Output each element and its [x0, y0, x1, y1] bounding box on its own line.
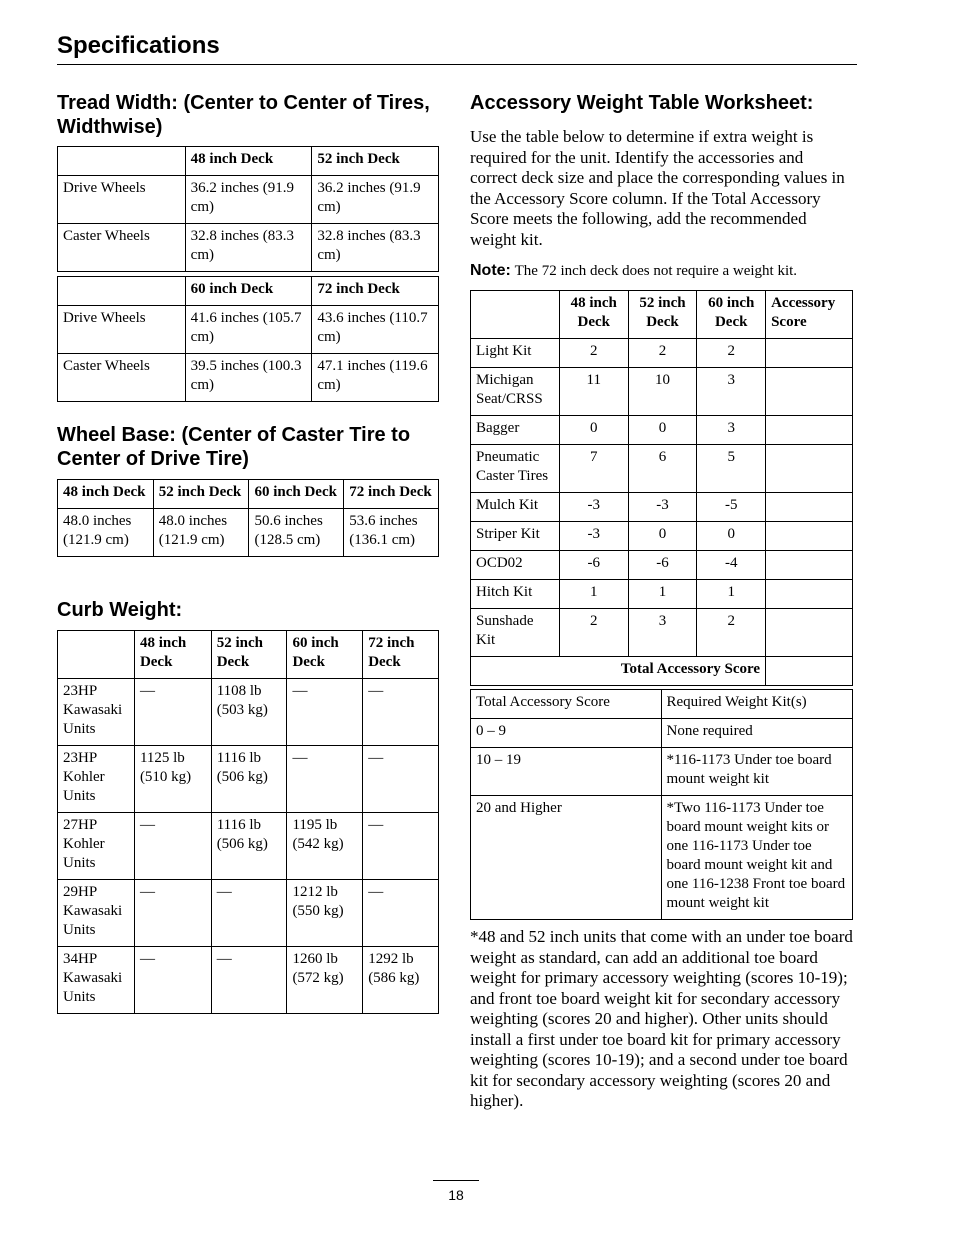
table-cell: —: [134, 813, 211, 880]
table-total-row: [471, 657, 853, 686]
table-header-cell: Total Accessory Score: [471, 690, 662, 719]
table-cell: 1116 lb (506 kg): [211, 813, 287, 880]
table-cell: 0: [697, 522, 766, 551]
table-cell: Bagger: [471, 416, 560, 445]
table-cell: 11: [559, 368, 628, 416]
note: [470, 262, 797, 280]
table-row: [58, 509, 439, 557]
table-cell: -3: [559, 522, 628, 551]
accessory-score-input: [766, 368, 853, 416]
table-cell: 0 – 9: [471, 719, 662, 748]
table-row: [58, 224, 439, 272]
table-row: [58, 880, 439, 947]
table-cell: 48.0 inches (121.9 cm): [58, 509, 154, 557]
table-cell: 23HP Kohler Units: [58, 746, 135, 813]
table-row: [58, 813, 439, 880]
table-cell: Caster Wheels: [58, 354, 186, 402]
table-cell: —: [363, 679, 439, 746]
table-header-row: [58, 147, 439, 176]
curb-weight-heading: Curb Weight:: [57, 599, 183, 621]
table-row: [471, 493, 853, 522]
table-cell: Striper Kit: [471, 522, 560, 551]
table-cell: 6: [628, 445, 697, 493]
table-cell: OCD02: [471, 551, 560, 580]
table-cell: 3: [697, 416, 766, 445]
table-header-cell: 60 inch Deck: [697, 291, 766, 339]
table-row: [471, 339, 853, 368]
wheel-base-heading: Wheel Base: (Center of Caster Tire to Center of Drive Tire): [57, 424, 411, 470]
table-cell: 1125 lb (510 kg): [134, 746, 211, 813]
table-header-cell: 60 inch Deck: [249, 480, 344, 509]
total-accessory-score-label: Total Accessory Score: [471, 657, 766, 686]
table-cell: 20 and Higher: [471, 796, 662, 920]
table-header-cell: 48 inch Deck: [185, 147, 312, 176]
table-header-cell: 48 inch Deck: [559, 291, 628, 339]
table-cell: —: [211, 880, 287, 947]
tread-width-heading: Tread Width: (Center to Center of Tires, Widthwise): [57, 92, 430, 138]
table-header-cell: Accessory Score: [766, 291, 853, 339]
table-cell: Hitch Kit: [471, 580, 560, 609]
table-header-cell: 48 inch Deck: [134, 631, 211, 679]
table-cell: 1292 lb (586 kg): [363, 947, 439, 1014]
accessory-weight-table: [470, 290, 853, 686]
table-cell: 36.2 inches (91.9 cm): [185, 176, 312, 224]
accessory-score-input: [766, 551, 853, 580]
table-header-row: [471, 690, 853, 719]
table-header-cell: Required Weight Kit(s): [661, 690, 852, 719]
table-cell: Drive Wheels: [58, 176, 186, 224]
table-cell: 0: [559, 416, 628, 445]
table-cell: Sunshade Kit: [471, 609, 560, 657]
table-cell: Michigan Seat/CRSS: [471, 368, 560, 416]
table-header-row: [58, 480, 439, 509]
table-cell: -5: [697, 493, 766, 522]
table-header-cell: 60 inch Deck: [287, 631, 363, 679]
table-cell: —: [134, 947, 211, 1014]
table-cell: None required: [661, 719, 852, 748]
table-row: [471, 719, 853, 748]
wheel-base-table: [57, 479, 439, 557]
table-row: [471, 580, 853, 609]
table-cell: Pneumatic Caster Tires: [471, 445, 560, 493]
table-row: [58, 354, 439, 402]
title-rule: [57, 64, 857, 65]
table-header-cell: 52 inch Deck: [153, 480, 249, 509]
table-header-cell: 72 inch Deck: [312, 277, 439, 306]
table-row: [471, 522, 853, 551]
accessory-intro: Use the table below to determine if extra weight is required for the unit. Identify the accessories and correct deck size and place the corresponding values in the Accessory Score column. If the Total Accessory Score meets the following, add the recommended weight kit.: [470, 127, 845, 249]
table-cell: —: [211, 947, 287, 1014]
table-header-row: [58, 277, 439, 306]
table-cell: 1: [628, 580, 697, 609]
table-cell: 48.0 inches (121.9 cm): [153, 509, 249, 557]
table-cell: 10: [628, 368, 697, 416]
table-cell: 1: [559, 580, 628, 609]
accessory-score-input: [766, 580, 853, 609]
accessory-score-input: [766, 522, 853, 551]
table-header-cell: [58, 631, 135, 679]
table-row: [58, 176, 439, 224]
table-cell: —: [134, 880, 211, 947]
accessory-weight-heading: Accessory Weight Table Worksheet:: [470, 92, 814, 114]
table-cell: 0: [628, 416, 697, 445]
table-header-cell: 48 inch Deck: [58, 480, 154, 509]
accessory-score-input: [766, 416, 853, 445]
table-cell: Caster Wheels: [58, 224, 186, 272]
table-row: [471, 416, 853, 445]
table-cell: 32.8 inches (83.3 cm): [312, 224, 439, 272]
note-text: The 72 inch deck does not require a weight kit.: [514, 263, 798, 279]
table-cell: -6: [628, 551, 697, 580]
table-cell: 2: [628, 339, 697, 368]
table-header-cell: 72 inch Deck: [363, 631, 439, 679]
footnote: *48 and 52 inch units that come with an under toe board weight as standard, can add an additional toe board weight for primary accessory weighting (scores 10-19); and front toe board weight kit for secondary accessory weighting (scores 20 and higher). Other units should install a first under toe board kit for primary accessory weighting (scores 10-19); and a second under toe board kit for secondary accessory weighting (scores 20 and higher).: [470, 927, 853, 1110]
table-header-row: [471, 291, 853, 339]
table-row: [471, 796, 853, 920]
table-row: [471, 445, 853, 493]
total-accessory-score-input: [766, 657, 853, 686]
accessory-score-input: [766, 339, 853, 368]
table-row: [471, 609, 853, 657]
table-cell: 39.5 inches (100.3 cm): [185, 354, 312, 402]
table-cell: 7: [559, 445, 628, 493]
table-header-cell: 72 inch Deck: [344, 480, 439, 509]
table-cell: Light Kit: [471, 339, 560, 368]
table-cell: —: [363, 813, 439, 880]
table-cell: —: [287, 746, 363, 813]
table-cell: 1212 lb (550 kg): [287, 880, 363, 947]
table-cell: 29HP Kawasaki Units: [58, 880, 135, 947]
table-cell: 3: [628, 609, 697, 657]
table-cell: -4: [697, 551, 766, 580]
table-cell: 50.6 inches (128.5 cm): [249, 509, 344, 557]
tread-width-table-2: [57, 276, 439, 402]
table-row: [58, 679, 439, 746]
table-cell: 27HP Kohler Units: [58, 813, 135, 880]
table-cell: 2: [697, 609, 766, 657]
table-header-cell: 60 inch Deck: [185, 277, 312, 306]
table-row: [58, 947, 439, 1014]
table-cell: 2: [559, 339, 628, 368]
table-cell: *Two 116-1173 Under toe board mount weight kits or one 116-1173 Under toe board mount weight kit and one 116-1238 Front toe board mount weight kit: [661, 796, 852, 920]
table-cell: 34HP Kawasaki Units: [58, 947, 135, 1014]
table-cell: Drive Wheels: [58, 306, 186, 354]
table-cell: -3: [628, 493, 697, 522]
table-cell: 32.8 inches (83.3 cm): [185, 224, 312, 272]
accessory-score-input: [766, 609, 853, 657]
table-cell: 1195 lb (542 kg): [287, 813, 363, 880]
table-header-cell: 52 inch Deck: [628, 291, 697, 339]
table-row: [471, 551, 853, 580]
table-cell: 1108 lb (503 kg): [211, 679, 287, 746]
table-cell: 53.6 inches (136.1 cm): [344, 509, 439, 557]
page-title: Specifications: [57, 32, 220, 59]
table-cell: 1116 lb (506 kg): [211, 746, 287, 813]
table-cell: 0: [628, 522, 697, 551]
table-cell: Mulch Kit: [471, 493, 560, 522]
table-cell: —: [134, 679, 211, 746]
note-label: Note:: [470, 262, 511, 279]
table-cell: 1260 lb (572 kg): [287, 947, 363, 1014]
curb-weight-table: [57, 630, 439, 1014]
table-header-cell: 52 inch Deck: [312, 147, 439, 176]
accessory-score-input: [766, 493, 853, 522]
table-row: [58, 306, 439, 354]
table-cell: 3: [697, 368, 766, 416]
table-header-cell: [58, 147, 186, 176]
table-header-cell: [471, 291, 560, 339]
table-row: [471, 748, 853, 796]
table-cell: 10 – 19: [471, 748, 662, 796]
table-cell: 2: [697, 339, 766, 368]
table-cell: 1: [697, 580, 766, 609]
table-cell: 41.6 inches (105.7 cm): [185, 306, 312, 354]
table-cell: 5: [697, 445, 766, 493]
table-cell: 43.6 inches (110.7 cm): [312, 306, 439, 354]
page-number: 18: [433, 1180, 479, 1203]
table-cell: 36.2 inches (91.9 cm): [312, 176, 439, 224]
table-cell: 23HP Kawasaki Units: [58, 679, 135, 746]
table-cell: —: [363, 880, 439, 947]
tread-width-table-1: [57, 146, 439, 272]
table-cell: —: [363, 746, 439, 813]
table-cell: -3: [559, 493, 628, 522]
table-cell: 2: [559, 609, 628, 657]
accessory-score-input: [766, 445, 853, 493]
table-row: [58, 746, 439, 813]
table-header-cell: [58, 277, 186, 306]
table-cell: -6: [559, 551, 628, 580]
table-row: [471, 368, 853, 416]
table-cell: 47.1 inches (119.6 cm): [312, 354, 439, 402]
table-cell: —: [287, 679, 363, 746]
table-cell: *116-1173 Under toe board mount weight kit: [661, 748, 852, 796]
weight-kit-table: [470, 689, 853, 920]
table-header-cell: 52 inch Deck: [211, 631, 287, 679]
table-header-row: [58, 631, 439, 679]
